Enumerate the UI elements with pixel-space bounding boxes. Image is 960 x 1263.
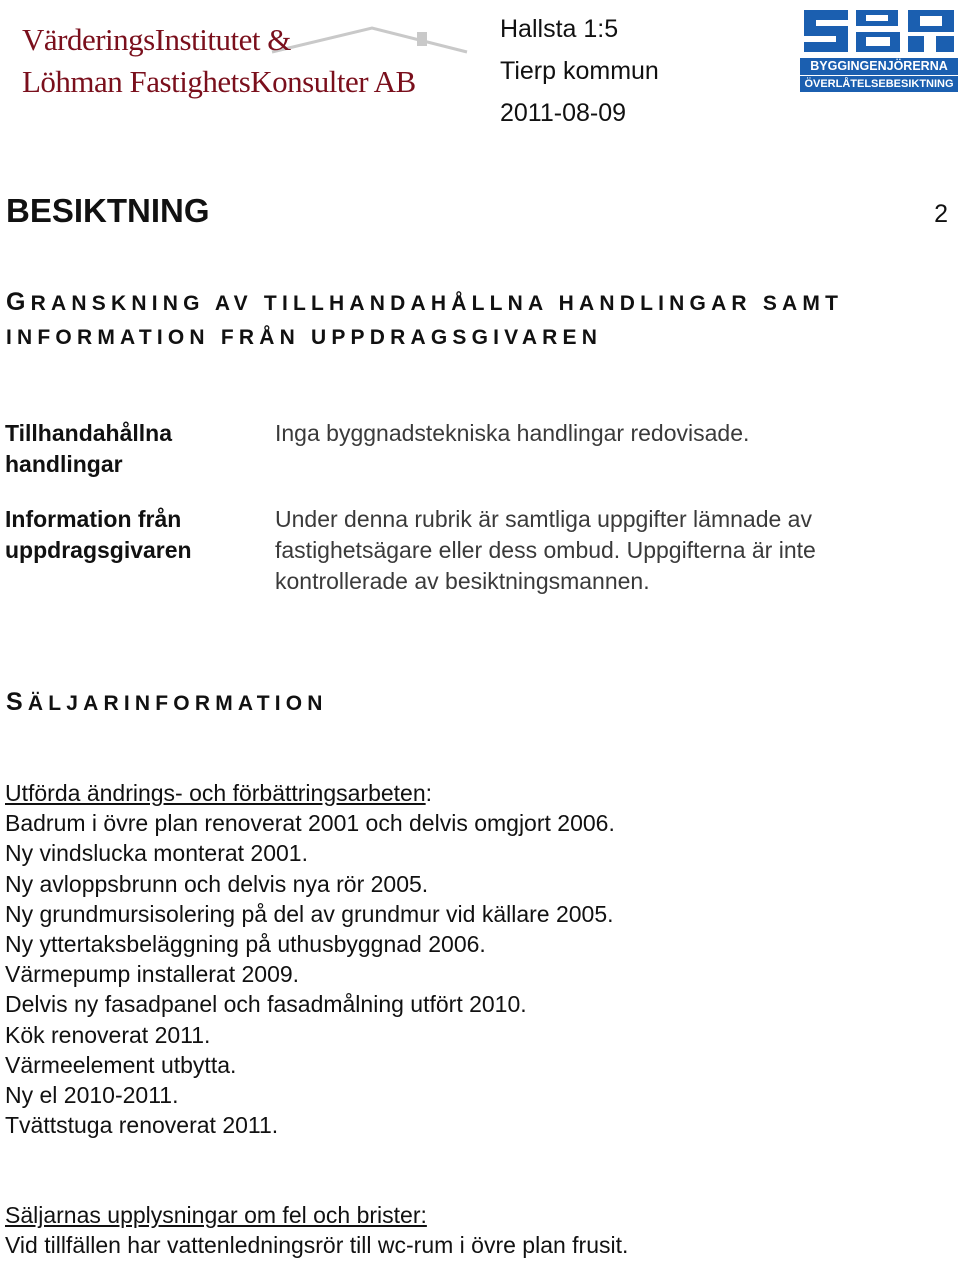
section1-heading-initial: G bbox=[6, 288, 31, 316]
logo-line-2: Löhman FastighetsKonsulter AB bbox=[22, 64, 416, 99]
section2-heading bbox=[6, 688, 328, 717]
list-item: Ny yttertaksbeläggning på uthusbyggnad 2006. bbox=[5, 931, 486, 958]
section1-heading-line1 bbox=[6, 288, 843, 317]
label-provided-documents: Tillhandahållna handlingar bbox=[5, 420, 172, 477]
page-number: 2 bbox=[934, 200, 948, 228]
label-client-information: Information från uppdragsgivaren bbox=[5, 506, 192, 563]
municipality: Tierp kommun bbox=[500, 57, 659, 85]
section1-heading-line2: INFORMATION FRÅN UPPDRAGSGIVAREN bbox=[6, 326, 603, 349]
list-item: Delvis ny fasadpanel och fasadmålning utfört 2010. bbox=[5, 991, 527, 1018]
work-section bbox=[5, 778, 615, 1140]
list-item: Kök renoverat 2011. bbox=[5, 1021, 211, 1048]
sbr-line-2: ÖVERLÅTELSEBESIKTNING bbox=[800, 76, 958, 92]
sbr-logo bbox=[800, 6, 958, 92]
section2-heading-initial: S bbox=[6, 688, 28, 716]
list-item: Värmepump installerat 2009. bbox=[5, 961, 300, 988]
defects-heading: Säljarnas upplysningar om fel och brister: bbox=[5, 1202, 427, 1228]
section2-heading-rest: ÄLJARINFORMATION bbox=[27, 692, 328, 715]
sbr-line-1: BYGGINGENJÖRERNA bbox=[800, 58, 958, 75]
company-logo bbox=[22, 22, 472, 104]
work-heading: Utförda ändrings- och förbättringsarbeten bbox=[5, 780, 426, 806]
logo-line-1: VärderingsInstitutet & bbox=[22, 22, 291, 57]
page-title: BESIKTNING bbox=[6, 192, 210, 229]
list-item: Ny avloppsbrunn och delvis nya rör 2005. bbox=[5, 870, 429, 897]
text-provided-documents: Inga byggnadstekniska handlingar redovisade. bbox=[275, 420, 750, 446]
list-item: Värmeelement utbytta. bbox=[5, 1051, 237, 1078]
defects-text: Vid tillfällen har vattenledningsrör till wc-rum i övre plan frusit. bbox=[5, 1232, 629, 1259]
work-heading-line bbox=[5, 778, 615, 808]
work-heading-colon: : bbox=[425, 780, 433, 806]
list-item: Ny grundmursisolering på del av grundmur vid källare 2005. bbox=[5, 900, 614, 927]
section1-heading-rest: RANSKNING AV TILLHANDAHÅLLNA HANDLINGAR SAMT bbox=[30, 292, 844, 315]
property-designation: Hallsta 1:5 bbox=[500, 15, 619, 43]
defects-section bbox=[5, 1200, 628, 1260]
inspection-date: 2011-08-09 bbox=[500, 99, 627, 127]
list-item: Ny vindslucka monterat 2001. bbox=[5, 840, 308, 867]
list-item: Ny el 2010-2011. bbox=[5, 1082, 179, 1109]
list-item: Tvättstuga renoverat 2011. bbox=[5, 1112, 279, 1139]
sbr-letters-icon bbox=[800, 6, 958, 56]
list-item: Badrum i övre plan renoverat 2001 och delvis omgjort 2006. bbox=[5, 810, 615, 837]
document-meta bbox=[500, 8, 659, 134]
text-client-information: Under denna rubrik är samtliga uppgifter lämnade av fastighetsägare eller dess ombud. Uppgifterna är inte kontrollerade av besiktningsmannen. bbox=[275, 506, 816, 594]
